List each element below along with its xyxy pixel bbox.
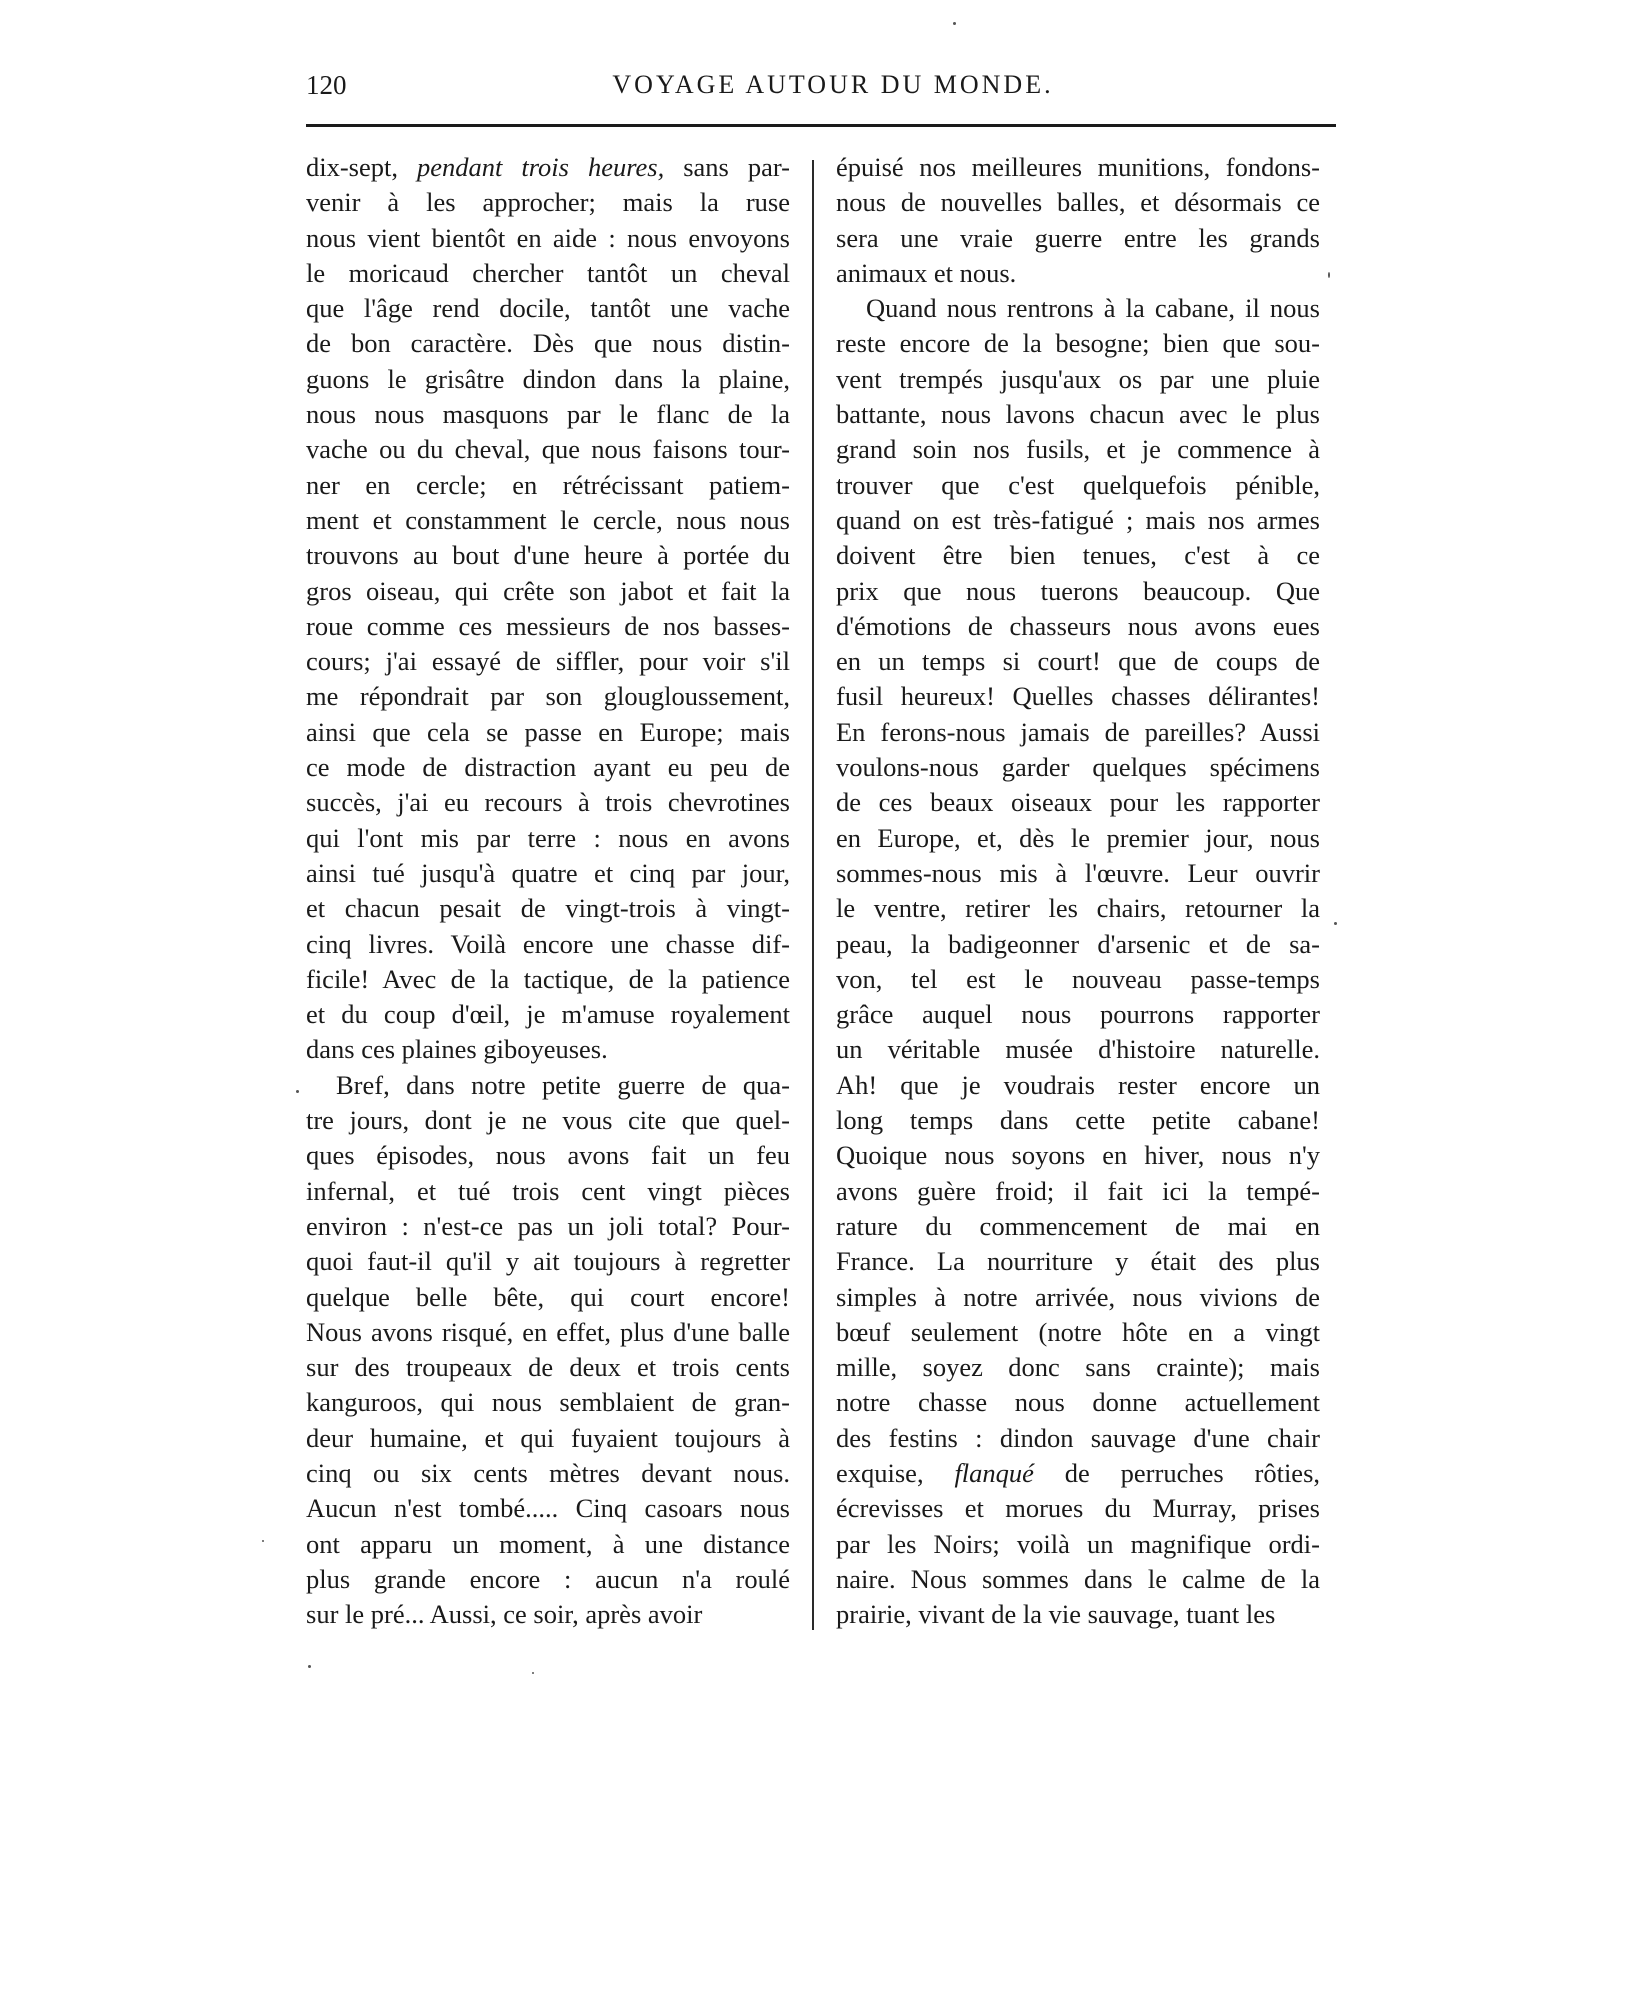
text-line: nous nous masquons par le flanc de la (306, 399, 790, 430)
text-line: qui l'ont mis par terre : nous en avons (306, 822, 790, 853)
text-line: Quand nous rentrons à la cabane, il nous (866, 293, 1320, 324)
text-line: vache ou du cheval, que nous faisons tour- (306, 434, 790, 465)
text-line: dans ces plaines giboyeuses. (306, 1034, 608, 1065)
scan-speck (308, 1665, 311, 1668)
text-line: des festins : dindon sauvage d'une chair (836, 1422, 1320, 1453)
text-line: Bref, dans notre petite guerre de qua- (336, 1069, 790, 1100)
text-line: écrevisses et morues du Murray, prises (836, 1493, 1320, 1524)
scan-speck (296, 1090, 299, 1093)
text-line: ce mode de distraction ayant eu peu de (306, 752, 790, 783)
text-line: quoi faut-il qu'il y ait toujours à regretter (306, 1246, 790, 1277)
text-line: cinq livres. Voilà encore une chasse dif- (306, 928, 790, 959)
text-line: venir à les approcher; mais la ruse (306, 187, 790, 218)
text-line: grâce auquel nous pourrons rapporter (836, 999, 1320, 1030)
text-line: ainsi que cela se passe en Europe; mais (306, 716, 790, 747)
text-line: kanguroos, qui nous semblaient de gran- (306, 1387, 790, 1418)
text-line: reste encore de la besogne; bien que sou- (836, 328, 1320, 359)
text-run: sans par- (664, 152, 790, 182)
text-line: épuisé nos meilleures munitions, fondons- (836, 152, 1320, 182)
scan-speck (1328, 272, 1330, 278)
text-line: Nous avons risqué, en effet, plus d'une balle (306, 1316, 790, 1347)
text-line: notre chasse nous donne actuellement (836, 1387, 1320, 1418)
text-line: en un temps si court! que de coups de (836, 646, 1320, 677)
text-line: fusil heureux! Quelles chasses délirantes! (836, 681, 1320, 712)
text-line: von, tel est le nouveau passe-temps (836, 963, 1320, 994)
text-line (836, 1456, 1320, 1491)
text-line: naire. Nous sommes dans le calme de la (836, 1563, 1320, 1594)
right-text-column (836, 150, 1320, 1632)
text-line: guons le grisâtre dindon dans la plaine, (306, 363, 790, 394)
running-title: VOYAGE AUTOUR DU MONDE. (612, 70, 1054, 99)
text-line: ficile! Avec de la tactique, de la patience (306, 963, 790, 994)
text-line: un véritable musée d'histoire naturelle. (836, 1034, 1320, 1065)
text-line: roue comme ces messieurs de nos basses- (306, 610, 790, 641)
text-line: doivent être bien tenues, c'est à ce (836, 540, 1320, 571)
left-text-column (306, 150, 790, 1632)
text-line: ainsi tué jusqu'à quatre et cinq par jour, (306, 857, 790, 888)
scan-speck (1334, 922, 1337, 925)
text-line: France. La nourriture y était des plus (836, 1246, 1320, 1277)
text-line: trouver que c'est quelquefois pénible, (836, 469, 1320, 500)
text-line: sommes-nous mis à l'œuvre. Leur ouvrir (836, 857, 1320, 888)
text-line: quand on est très-fatigué ; mais nos armes (836, 504, 1320, 535)
text-line: Quoique nous soyons en hiver, nous n'y (836, 1140, 1320, 1171)
text-line: vent trempés jusqu'aux os par une pluie (836, 363, 1320, 394)
scan-speck (532, 1672, 534, 1674)
text-line: le moricaud chercher tantôt un cheval (306, 257, 790, 288)
text-line: nous de nouvelles balles, et désormais ce (836, 187, 1320, 218)
text-line: avons guère froid; il fait ici la tempé- (836, 1175, 1320, 1206)
text-line: cours; j'ai essayé de siffler, pour voir s'il (306, 646, 790, 677)
text-line: bœuf seulement (notre hôte en a vingt (836, 1316, 1320, 1347)
text-line: et du coup d'œil, je m'amuse royalement (306, 999, 790, 1030)
text-line: ner en cercle; en rétrécissant patiem- (306, 469, 790, 500)
text-line: sur des troupeaux de deux et trois cents (306, 1352, 790, 1383)
text-line: gros oiseau, qui crête son jabot et fait la (306, 575, 790, 606)
text-line: mille, soyez donc sans crainte); mais (836, 1352, 1320, 1383)
text-line: En ferons-nous jamais de pareilles? Aussi (836, 716, 1320, 747)
text-line: grand soin nos fusils, et je commence à (836, 434, 1320, 465)
text-line: sera une vraie guerre entre les grands (836, 222, 1320, 253)
text-line: en Europe, et, dès le premier jour, nous (836, 822, 1320, 853)
text-line: cinq ou six cents mètres devant nous. (306, 1457, 790, 1488)
text-line: peau, la badigeonner d'arsenic et de sa- (836, 928, 1320, 959)
text-line: par les Noirs; voilà un magnifique ordi- (836, 1528, 1320, 1559)
text-line: animaux et nous. (836, 257, 1017, 288)
text-line: que l'âge rend docile, tantôt une vache (306, 293, 790, 324)
text-line (306, 150, 790, 185)
text-line: voulons-nous garder quelques spécimens (836, 752, 1320, 783)
text-run: exquise, (836, 1457, 955, 1488)
header-rule (306, 124, 1336, 127)
text-line: simples à notre arrivée, nous vivions de (836, 1281, 1320, 1312)
text-line: de ces beaux oiseaux pour les rapporter (836, 787, 1320, 818)
text-line: sur le pré... Aussi, ce soir, après avoir (306, 1599, 703, 1630)
text-line: tre jours, dont je ne vous cite que quel- (306, 1105, 790, 1136)
text-line: ment et constamment le cercle, nous nous (306, 504, 790, 535)
text-line: nous vient bientôt en aide : nous envoyons (306, 222, 790, 253)
text-line: trouvons au bout d'une heure à portée du (306, 540, 790, 571)
text-line: le ventre, retirer les chairs, retourner la (836, 893, 1320, 924)
text-line: battante, nous lavons chacun avec le plus (836, 399, 1320, 430)
scan-speck (953, 22, 956, 25)
text-line: plus grande encore : aucun n'a roulé (306, 1563, 790, 1594)
text-run: dix-sept, (306, 152, 417, 182)
column-divider (812, 160, 814, 1630)
text-line: long temps dans cette petite cabane! (836, 1105, 1320, 1136)
text-line: infernal, et tué trois cent vingt pièces (306, 1175, 790, 1206)
text-line: Aucun n'est tombé..... Cinq casoars nous (306, 1493, 790, 1524)
text-line: quelque belle bête, qui court encore! (306, 1281, 790, 1312)
text-line: et chacun pesait de vingt-trois à vingt- (306, 893, 790, 924)
scan-speck (262, 1540, 264, 1542)
text-line: rature du commencement de mai en (836, 1210, 1320, 1241)
page-number: 120 (306, 70, 347, 100)
text-line: d'émotions de chasseurs nous avons eues (836, 610, 1320, 641)
text-line: me répondrait par son glougloussement, (306, 681, 790, 712)
italic-run: flanqué (954, 1457, 1034, 1488)
text-line: succès, j'ai eu recours à trois chevrotines (306, 787, 790, 818)
text-line: ont apparu un moment, à une distance (306, 1528, 790, 1559)
running-head (306, 66, 1336, 106)
text-line: de bon caractère. Dès que nous distin- (306, 328, 790, 359)
italic-run: pendant trois heures, (416, 152, 665, 182)
text-line: environ : n'est-ce pas un joli total? Pour- (306, 1210, 790, 1241)
text-run: de perruches rôties, (1033, 1457, 1321, 1488)
text-line: deur humaine, et qui fuyaient toujours à (306, 1422, 790, 1453)
text-line: prix que nous tuerons beaucoup. Que (836, 575, 1320, 606)
text-line: Ah! que je voudrais rester encore un (836, 1069, 1320, 1100)
text-line: ques épisodes, nous avons fait un feu (306, 1140, 790, 1171)
text-line: prairie, vivant de la vie sauvage, tuant les (836, 1599, 1276, 1630)
